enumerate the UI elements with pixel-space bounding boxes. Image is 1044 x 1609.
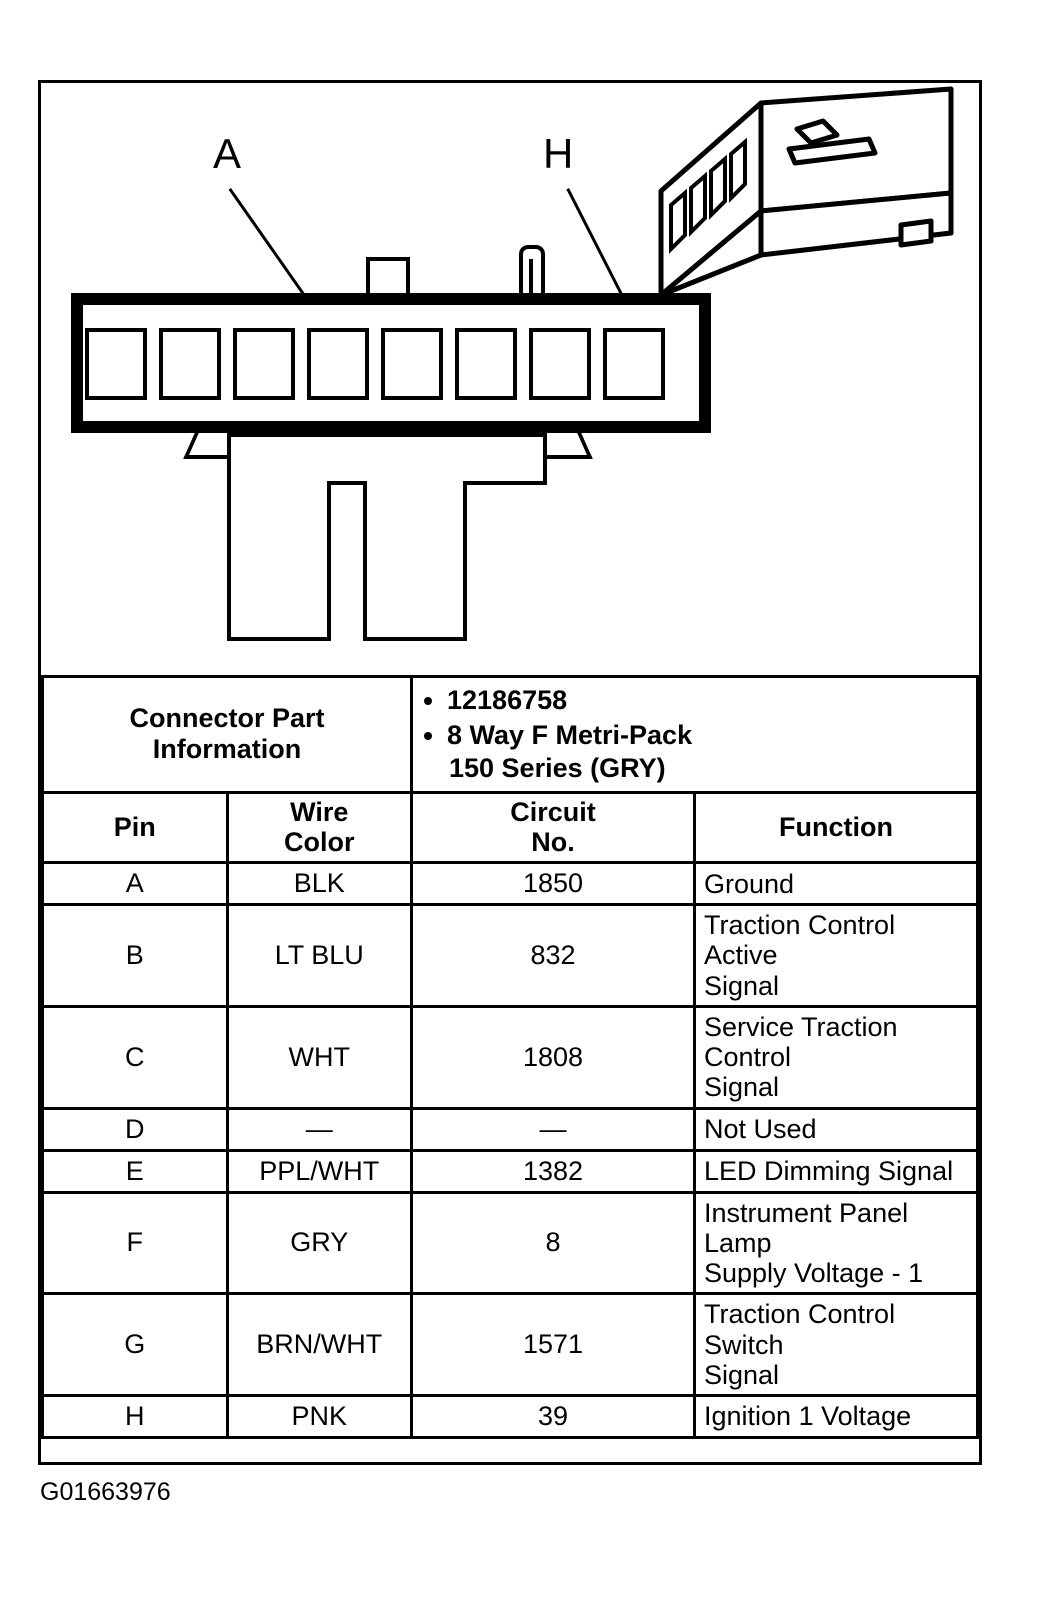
cell-function-line1: Not Used [704, 1113, 817, 1144]
header-wire-color [227, 792, 412, 862]
cell-function [695, 1150, 978, 1192]
cell-pin: D [43, 1108, 228, 1150]
cavity-h [603, 328, 665, 400]
cell-pin: G [43, 1294, 228, 1396]
connector-part-bullet-1 [447, 684, 968, 717]
table-row [43, 1192, 978, 1294]
header-circuit-no-line2: No. [531, 826, 575, 857]
cell-wire-color: LT BLU [227, 905, 412, 1007]
connector-part-type-line2: 150 Series (GRY) [449, 752, 666, 783]
header-wire-color-line1: Wire [290, 796, 349, 827]
cell-circuit-no: — [412, 1108, 695, 1150]
cell-pin: A [43, 863, 228, 905]
cell-function-line1: Service Traction Control [704, 1011, 898, 1073]
cell-function [695, 1396, 978, 1438]
cell-wire-color: BRN/WHT [227, 1294, 412, 1396]
cavity-f [455, 328, 517, 400]
cell-wire-color: GRY [227, 1192, 412, 1294]
connector-wire-stem-left [227, 481, 331, 641]
cell-function [695, 863, 978, 905]
callout-label-a: A [213, 130, 242, 177]
cell-function [695, 1108, 978, 1150]
connector-wire-block [227, 433, 547, 485]
table-row-connector-part-information [43, 677, 978, 793]
cell-circuit-no: 8 [412, 1192, 695, 1294]
cell-circuit-no: 1808 [412, 1006, 695, 1108]
connector-part-information-label [43, 677, 412, 793]
table-row [43, 1006, 978, 1108]
connector-part-bullet-2 [447, 719, 968, 785]
cavity-d [307, 328, 369, 400]
connector-part-type-line1: 8 Way F Metri-Pack [447, 719, 693, 750]
cell-pin: B [43, 905, 228, 1007]
cell-circuit-no: 1571 [412, 1294, 695, 1396]
cell-function-line2: Signal [704, 1072, 780, 1103]
cell-function [695, 905, 978, 1007]
connector-information-table [41, 675, 979, 1439]
cell-circuit-no: 39 [412, 1396, 695, 1438]
connector-illustration [41, 83, 979, 675]
connector-isometric-view [601, 83, 981, 323]
cavity-c [233, 328, 295, 400]
cell-function-line2: Signal [704, 970, 780, 1001]
table-row [43, 1150, 978, 1192]
cell-circuit-no: 1382 [412, 1150, 695, 1192]
header-wire-color-line2: Color [284, 826, 355, 857]
cell-function [695, 1192, 978, 1294]
cavity-g [529, 328, 591, 400]
cell-circuit-no: 1850 [412, 863, 695, 905]
header-pin: Pin [43, 792, 228, 862]
header-function: Function [695, 792, 978, 862]
header-circuit-no-line1: Circuit [510, 796, 596, 827]
cpi-label-line1: Connector Part [129, 702, 325, 733]
diagram-frame [38, 80, 982, 1465]
figure-id-label: G01663976 [40, 1478, 171, 1506]
table-header-row [43, 792, 978, 862]
cell-function [695, 1294, 978, 1396]
cell-pin: C [43, 1006, 228, 1108]
cell-wire-color: PNK [227, 1396, 412, 1438]
connector-part-information-value [412, 677, 978, 793]
cell-function-line1: Traction Control Switch [704, 1299, 896, 1360]
cell-pin: H [43, 1396, 228, 1438]
cell-wire-color: PPL/WHT [227, 1150, 412, 1192]
table-row [43, 1396, 978, 1438]
connector-part-bullet-list [447, 684, 968, 785]
cell-function-line1: Traction Control Active [704, 910, 896, 971]
cavity-e [381, 328, 443, 400]
cell-function-line1: Ground [704, 868, 795, 899]
cell-function-line1: LED Dimming Signal [704, 1155, 954, 1186]
callout-label-h: H [543, 130, 574, 177]
cavity-a [85, 328, 147, 400]
connector-alignment-tab [366, 257, 410, 297]
cell-function-line2: Supply Voltage - 1 [704, 1258, 924, 1289]
cell-wire-color: — [227, 1108, 412, 1150]
cell-pin: E [43, 1150, 228, 1192]
table-row [43, 863, 978, 905]
header-circuit-no [412, 792, 695, 862]
table-row [43, 905, 978, 1007]
cell-circuit-no: 832 [412, 905, 695, 1007]
connector-part-number: 12186758 [447, 685, 568, 715]
cavity-b [159, 328, 221, 400]
cell-wire-color: BLK [227, 863, 412, 905]
cell-pin: F [43, 1192, 228, 1294]
connector-cavity-row [85, 311, 697, 417]
cell-function [695, 1006, 978, 1108]
cell-function-line1: Ignition 1 Voltage [704, 1401, 912, 1432]
connector-wire-stem-right [363, 481, 467, 641]
table-row [43, 1108, 978, 1150]
cell-wire-color: WHT [227, 1006, 412, 1108]
table-row [43, 1294, 978, 1396]
cell-function-line1: Instrument Panel Lamp [704, 1197, 909, 1258]
cell-function-line2: Signal [704, 1359, 780, 1390]
cpi-label-line2: Information [152, 734, 302, 765]
